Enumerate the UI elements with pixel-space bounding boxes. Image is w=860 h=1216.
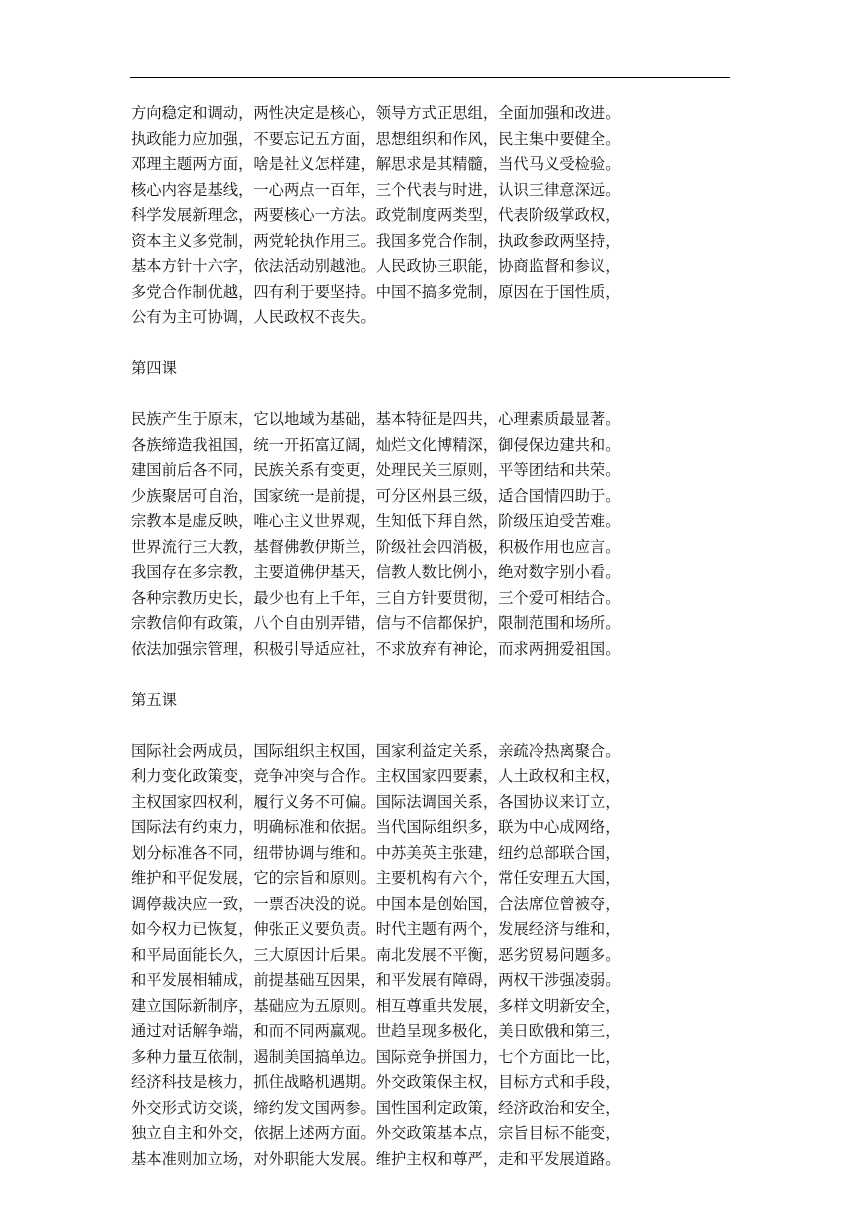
text-line: 调停裁决应一致，一票否决没的说。中国本是创始国，合法席位曾被夺，	[131, 894, 621, 913]
text-line: 如今权力已恢复，伸张正义要负责。时代主题有两个，发展经济与维和，	[131, 920, 621, 938]
text-line: 经济科技是核力，抓住战略机遇期。外交政策保主权，目标方式和手段，	[131, 1073, 621, 1091]
lesson5-heading: 第五课	[131, 690, 177, 709]
text-line: 邓理主题两方面，啥是社义怎样建，解思求是其精髓，当代马义受检验。	[131, 155, 621, 173]
text-line: 建国前后各不同，民族关系有变更，处理民关三原则，平等团结和共荣。	[131, 461, 621, 479]
text-line: 少族聚居可自治，国家统一是前提，可分区州县三级，适合国情四助于。	[131, 486, 621, 505]
paragraph-gap	[131, 382, 731, 408]
text-line: 独立自主和外交，依据上述两方面。外交政策基本点，宗旨目标不能变，	[131, 1124, 621, 1142]
lesson4-paragraph	[131, 407, 731, 662]
text-line: 国际社会两成员，国际组织主权国，国家利益定关系，亲疏冷热离聚合。	[131, 741, 621, 760]
text-line: 执政能力应加强，不要忘记五方面，思想组织和作风，民主集中要健全。	[131, 129, 621, 148]
paragraph-gap	[131, 713, 731, 739]
text-line: 世界流行三大教，基督佛教伊斯兰，阶级社会四消极，积极作用也应言。	[131, 537, 621, 556]
text-line: 多种力量互依制，遏制美国搞单边。国际竞争拼国力，七个方面比一比，	[131, 1047, 621, 1066]
text-line: 各族缔造我祖国，统一开拓富辽阔，灿烂文化博精深，御侵保边建共和。	[131, 435, 621, 454]
paragraph-gap	[131, 662, 731, 688]
text-line: 宗教信仰有政策，八个自由别弄错，信与不信都保护，限制范围和场所。	[131, 614, 621, 632]
text-line: 和平发展相辅成，前提基础互因果，和平发展有障碍，两权干涉强凌弱。	[131, 971, 621, 989]
text-line: 和平局面能长久，三大原因计后果。南北发展不平衡，恶劣贸易问题多。	[131, 945, 621, 964]
text-line: 依法加强宗管理，积极引导适应社，不求放弃有神论，而求两拥爱祖国。	[131, 639, 621, 658]
text-line: 多党合作制优越，四有利于要坚持。中国不搞多党制，原因在于国性质，	[131, 282, 621, 301]
text-line: 民族产生于原末，它以地域为基础，基本特征是四共，心理素质最显著。	[131, 410, 621, 428]
text-line: 利力变化政策变，竞争冲突与合作。主权国家四要素，人土政权和主权，	[131, 767, 621, 785]
text-line: 科学发展新理念，两要核心一方法。政党制度两类型，代表阶级掌政权，	[131, 206, 621, 224]
text-line: 国际法有约束力，明确标准和依据。当代国际组织多，联为中心成网络，	[131, 818, 621, 836]
text-line: 通过对话解争端，和而不同两赢观。世趋呈现多极化，美日欧俄和第三，	[131, 1022, 621, 1040]
text-line: 资本主义多党制，两党轮执作用三。我国多党合作制，执政参政两坚持，	[131, 231, 621, 250]
text-line: 核心内容是基线，一心两点一百年，三个代表与时进，认识三律意深远。	[131, 180, 621, 199]
text-line: 主权国家四权利，履行义务不可偏。国际法调国关系，各国协议来订立，	[131, 792, 621, 811]
text-line: 宗教本是虚反映，唯心主义世界观，生知低下拜自然，阶级压迫受苦难。	[131, 512, 621, 530]
lesson5-paragraph	[131, 739, 731, 1173]
text-line: 划分标准各不同，纽带协调与维和。中苏美英主张建，纽约总部联合国，	[131, 843, 621, 862]
text-line: 建立国际新制序，基础应为五原则。相互尊重共发展，多样文明新安全，	[131, 996, 621, 1015]
header-rule	[130, 77, 730, 78]
text-line: 维护和平促发展，它的宗旨和原则。主要机构有六个，常任安理五大国，	[131, 869, 621, 887]
text-line: 基本准则加立场，对外职能大发展。维护主权和尊严，走和平发展道路。	[131, 1149, 621, 1168]
text-line: 基本方针十六字，依法活动别越池。人民政协三职能，协商监督和参议，	[131, 257, 621, 275]
text-line: 我国存在多宗教，主要道佛伊基天，信教人数比例小，绝对数字别小看。	[131, 563, 621, 581]
text-line: 外交形式访交谈，缔约发文国两参。国性国利定政策，经济政治和安全，	[131, 1098, 621, 1117]
lesson4-heading: 第四课	[131, 359, 177, 377]
text-line: 方向稳定和调动，两性决定是核心，领导方式正思组，全面加强和改进。	[131, 104, 621, 122]
document-body	[131, 101, 731, 1172]
text-line: 公有为主可协调，人民政权不丧失。	[131, 308, 376, 326]
intro-paragraph	[131, 101, 731, 331]
text-line: 各种宗教历史长，最少也有上千年，三自方针要贯彻，三个爱可相结合。	[131, 588, 621, 607]
paragraph-gap	[131, 331, 731, 357]
